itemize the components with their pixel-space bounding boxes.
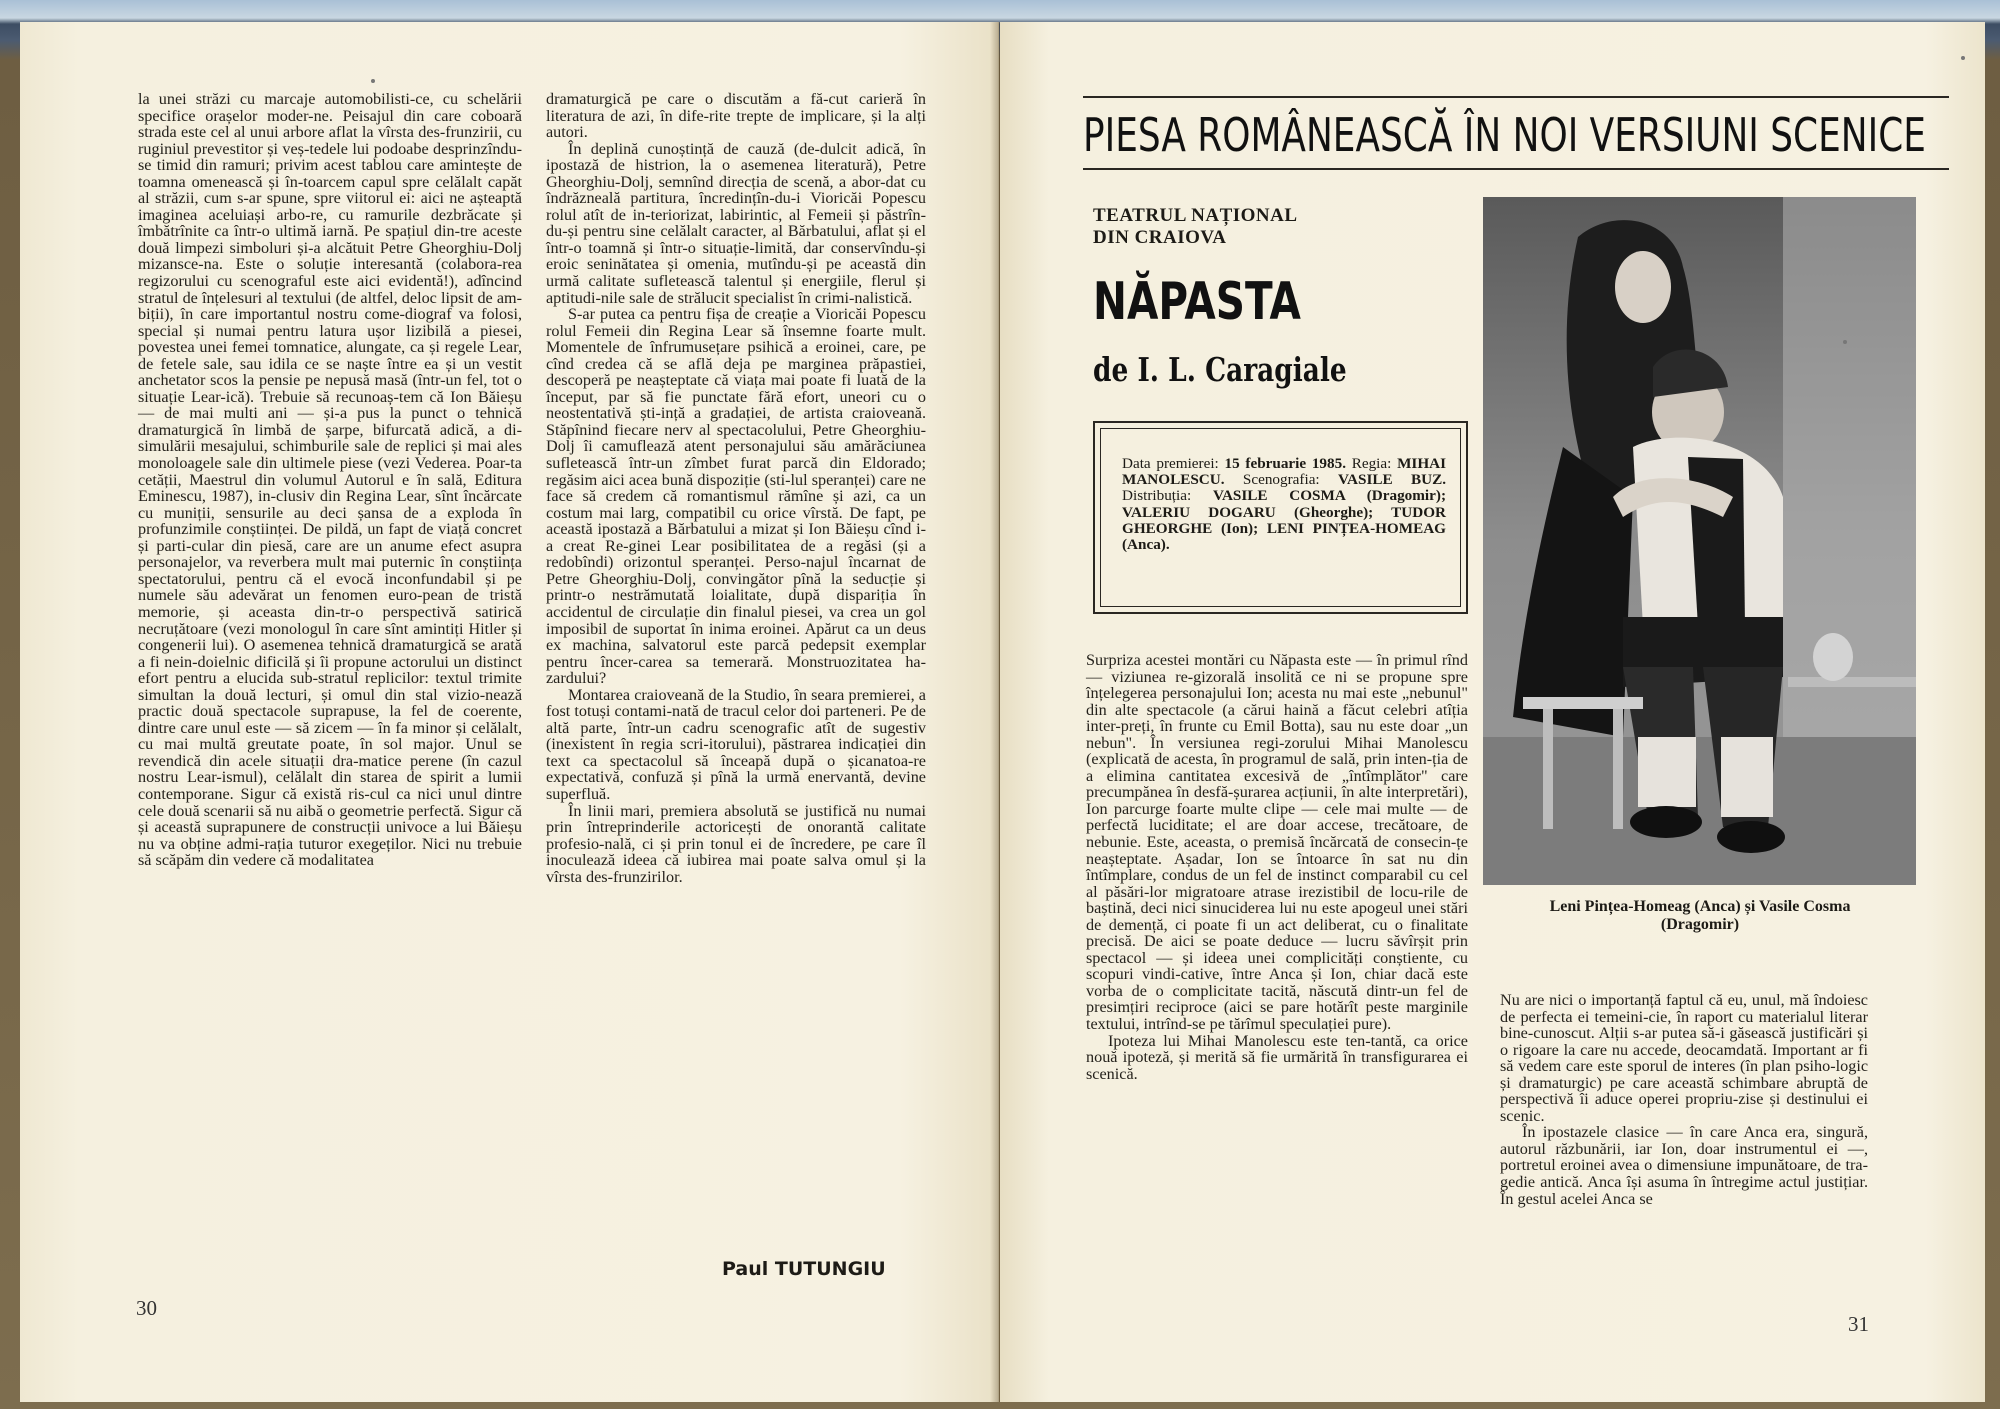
- article-signature: Paul TUTUNGIU: [722, 1258, 886, 1280]
- paragraph: Ipoteza lui Mihai Manolescu este ten-tantă, ca orice nouă ipoteză, și merită să fie urmărită în transfigurarea ei scenică.: [1086, 1031, 1468, 1083]
- paragraph: la unei străzi cu marcaje automobilisti-ce, cu schelării specifice orașelor moder-ne. Peisajul din care coboară strada este cel al unui arbore aflat la vîrsta des-frunzirii, cu ruginiul prevestitor și veș-tedele lui podoabe desprinzîndu-se timid din ramuri; privim acest tablou care amintește de toamna omenească și în-toarcem capul spre celălalt capăt al străzii, cum s-ar spune, spre viitorul ei: aici ne așteaptă imaginea aceluiași arbo-re, cu ramurile dezbrăcate și îmbătrînite ca într-o ultimă iarnă. Pe spațiul din-tre aceste două limpezi simboluri și-a alcătuit Petre Gheorghiu-Dolj mizanscе-na. Este o soluție interesantă (colabora-rea regizorului cu scenograful este aici evidentă!), adîncind stratul de înțelesuri al textului (de altfel, deloc lipsit de am-biții), în care importantul nostru come-diograf va folosi, special și numai pentru latura ușor lizibilă a piesei, povestea unei femei tomnatice, alungate, ca și regele Lear, de fetele sale, sau idila ce se naște între ea și un vestit anchetator scos la pensie pe nepusă masă (într-un fel, tot o situație Lear-ică). Trebuie să recunoaș-tem că Ion Băieșu — de mai multi ani — și-a pus la punct o tehnică dramaturgică în limbă de șarpe, bifurcată adică, a di-simulării mesajului, schimburile sale de replici și mai ales monoloagele sale din ultimele piese (vezi Vederea. Poar-ta cetății, Maestrul din volumul Autorul e în sală, Editura Eminescu, 1987), in-clusiv din Regina Lear, sînt încărcate cu muniții, sensurile au deci șansa de a exploda în profunzimile conștiinței. De pildă, un fapt de viață concret și parti-cular din piesă, care are un anume efect asupra personajelor, va reverbera mult mai puternic în conștiința spectatorului, pentru că el evocă inconfundabil și pe numele său adevărat un fenomen euro-pean de tristă memorie, și aceasta din-tr-o perspectivă satirică necruțătoare (vezi monologul în care sînt amintiți Hitler și congenerii lui). O asemenea tehnică dramaturgică se arată a fi nein-doielnic dificilă și îi propune actorului un distinct efort pentru a elucida sub-stratul replicilor: textul trimite simultan la două lecturi, și omul din stal vizio-nează practic două spectacole suprapuse, la fel de coerente, dintre care unul este — să zicem — în fa minor și celălalt, cu mai multă greutate poate, în sol major. Unul se revendică din acele situații dra-matice perene (în cazul nostru Lear-ismul), celălalt din starea de spirit a lumii contemporane. Sigur că există ris-cul ca nici unul dintre cele două scenarii să nu aibă o geometrie perfectă. Sigur că și această suprapunere de construcții univoce a lui Băieșu nu va obține admi-rația tuturor exegeților. Nici nu trebuie să scăpăm din vedere că modalitatea: [138, 90, 522, 870]
- paragraph: Montarea craioveană de la Studio, în seara premierei, a fost totuși contami-nată de tracul celor doi parteneri. Pe de altă parte, într-un cadru scenografic atît de sugestiv (inexistent în regia scri-itorului), păstrarea indicației din text ca spectacolul să înceapă după o șicanatoa-re expectativă, confuză și pînă la urmă enervantă, devine superfluă.: [546, 685, 926, 803]
- left-page: [20, 22, 999, 1402]
- play-title: NĂPASTA: [1093, 272, 1301, 332]
- photo-illustration: [1483, 197, 1916, 885]
- scenography-label: Scenografia:: [1242, 471, 1320, 489]
- theatre-line-1: TEATRUL NAȚIONAL: [1093, 205, 1298, 226]
- print-speck: [371, 79, 375, 83]
- direction-label: Regia:: [1351, 455, 1392, 472]
- paragraph: dramaturgică pe care o discutăm a fă-cut carieră în literatura de azi, în dife-rite trepte de implicare, și la alți autori.: [546, 90, 926, 142]
- direction-value: MIHAI MANOLESCU.: [1122, 455, 1447, 489]
- right-column-2: [1500, 992, 1868, 1207]
- cast-value: VASILE COSMA (Dragomir); VALERIU DOGARU (Gheorghe); TUDOR GHEORGHE (Ion); LENI PINȚEA-HOMEAG (Anca).: [1122, 487, 1446, 554]
- paragraph: În deplină cunoștință de cauză (de-dulcit adică, în ipostază de histrion, la o asemenea literatură), Petre Gheorghiu-Dolj, semnînd direcția de scenă, a abor-dat cu îndrăzneală partitura, încredințîn-du-i Vioricăi Popescu rolul atît de in-teriorizat, labirintic, al Femeii și păstrîn-du-și pentru sine celălalt caracter, al Bărbatului, aflat și el într-o toamnă și într-o situație-limită, dar conservîndu-și eroic seninătatea și omenia, mutîndu-și pe această din urmă calitate sufletească talentul și energiile, flerul și aptitudi-nile sale de strălucit specialist în crimi-nalistică.: [546, 139, 926, 307]
- production-info: [1100, 428, 1461, 607]
- headline-rule-bottom: [1083, 168, 1949, 170]
- paragraph: În linii mari, premiera absolută se justifică nu numai prin întreprinderile actoricești de onorantă calitate profesio-nală, ci și prin tonul ei de încredere, pe care îl inoculează ideea că iubirea mai poate salva omul și la vîrsta des-frunzirilor.: [546, 801, 926, 886]
- production-info-box: [1093, 421, 1468, 614]
- left-column-2: [546, 91, 926, 885]
- right-column-1: [1086, 652, 1468, 1082]
- theatre-line-2: DIN CRAIOVA: [1093, 227, 1227, 248]
- paragraph: Surpriza acestei montări cu Năpasta este — în primul rînd — viziunea re-gizorală insolită ce ni se propune spre înțelegerea personajului Ion; acesta nu mai este „nebunul" din alte spectacole (a cărui haină a făcut celebri atîția inter-preți, în frunte cu Emil Botta), sau nu este doar „un nebun". În versiunea regi-zorului Mihai Manolescu (explicată de acesta, în programul de sală, prin inten-ția de a elimina cantitatea excesivă de „întîmplător" care precumpănea în desfă-șurarea acțiunii, în alte interpretări), Ion parcurge foarte multe clipe — cele mai multe — de perfectă luciditate; el are doar accese, trecătoare, de nebunie. Este, aceasta, o premisă încărcată de consecin-țe neașteptate. Așadar, Ion se întoarce în sat nu din întîmplare, condus de un fel de instinct comparabil cu cel al păsări-lor migratoare atrase irezistibil de locu-rile de baștină, deci nici sinuciderea lui nu este apogeul unei stări de demență, ci poate fi un act deliberat, cu o finalitate precisă. De aici se poate deduce — lucru săvîrșit prin spectacol — și ideea unei complicități conștiente, cu scopuri vindi-cative, între Anca și Ion, chiar dacă este vorba de o complicitate tacită, născută dintr-un fel de presimțiri reciproce (aici se pare hotărît peste marginile textului, intrînd-se pe tărîmul speculației pure).: [1086, 651, 1468, 1034]
- left-column-1: [138, 91, 522, 869]
- production-photo: [1483, 197, 1916, 885]
- theatre-name: [1093, 205, 1298, 249]
- print-speck: [1843, 340, 1847, 344]
- paragraph: S-ar putea ca pentru fișa de creație a Vioricăi Popescu rolul Femeii din Regina Lear să însemne foarte mult. Momentele de înfrumusețare psihică a eroinei, care, pe cînd credea că se află deja pe marginea prăpastiei, descoperă pe neașteptate că viața mai poate fi luată de la început, par să fie punctate fără efort, uneori cu o neostentativă ști-ință a gradației, de artista craioveană. Stăpînind fiecare nerv al spectacolului, Petre Gheorghiu-Dolj îi camuflează atent personajului său amărăciunea sufletească într-un zîmbet furat parcă din Eldorado; regăsim aici acea bună dispoziție (sti-lul speranței) care ne face să credem că romantismul rămîne și azi, ca un costum mai larg, compatibil cu orice vîrstă. De fapt, pe această ipostază a Bărbatului a mizat și Ion Băieșu cînd i-a creat Re-ginei Lear posibilitatea de a regăsi (și a redobîndi) orizontul speranței. Perso-najul încarnat de Petre Gheorghiu-Dolj, convingător pînă la seducție și printr-o nestrămutată loialitate, după dispariția în accidentul de circulație din finalul piesei, va crea un gol imposibil de suportat în inima eroinei. Apărut ca un deus ex machina, salvatorul este parcă pedepsit exemplar pentru încer-carea sa temerară. Monstruozitatea ha-zardului?: [546, 305, 926, 688]
- scenography-value: VASILE BUZ.: [1338, 471, 1447, 489]
- paragraph: Nu are nici o importanță faptul că eu, unul, mă îndoiesc de perfecta ei temeini-cie, în raport cu materialul literar bine-cunoscut. Alții s-ar putea să-i găsească justificări și o rigoare la care nu accede, deocamdată. Important ar fi să vedem care este sporul de interes (în plan psiho-logic și dramaturgic) pe care această schimbare abruptă de perspectivă îi aduce operei propriu-zise și destinului ei scenic.: [1500, 991, 1868, 1125]
- play-author: de I. L. Caragiale: [1093, 350, 1347, 389]
- page-number-right: 31: [1848, 1312, 1869, 1336]
- paragraph: În ipostazele clasice — în care Anca era, singură, autorul răzbunării, iar Ion, doar instrumentul ei —, portretul eroinei avea o dimensiune impunătoare, de tra-gedie antică. Anca își asuma în întregime actul justițiar. În gestul acelei Anca se: [1500, 1123, 1868, 1208]
- headline-rule-top: [1083, 96, 1949, 98]
- section-headline: PIESA ROMÂNEASCĂ ÎN NOI VERSIUNI SCENICE: [1083, 108, 1926, 162]
- premiere-value: 15 februarie 1985.: [1224, 455, 1346, 472]
- cast-label: Distribuția:: [1122, 487, 1192, 505]
- print-speck: [1961, 56, 1965, 60]
- photo-caption: Leni Pințea-Homeag (Anca) și Vasile Cosma (Dragomir): [1549, 898, 1851, 933]
- page-number-left: 30: [136, 1296, 157, 1320]
- premiere-label: Data premierei:: [1122, 455, 1219, 472]
